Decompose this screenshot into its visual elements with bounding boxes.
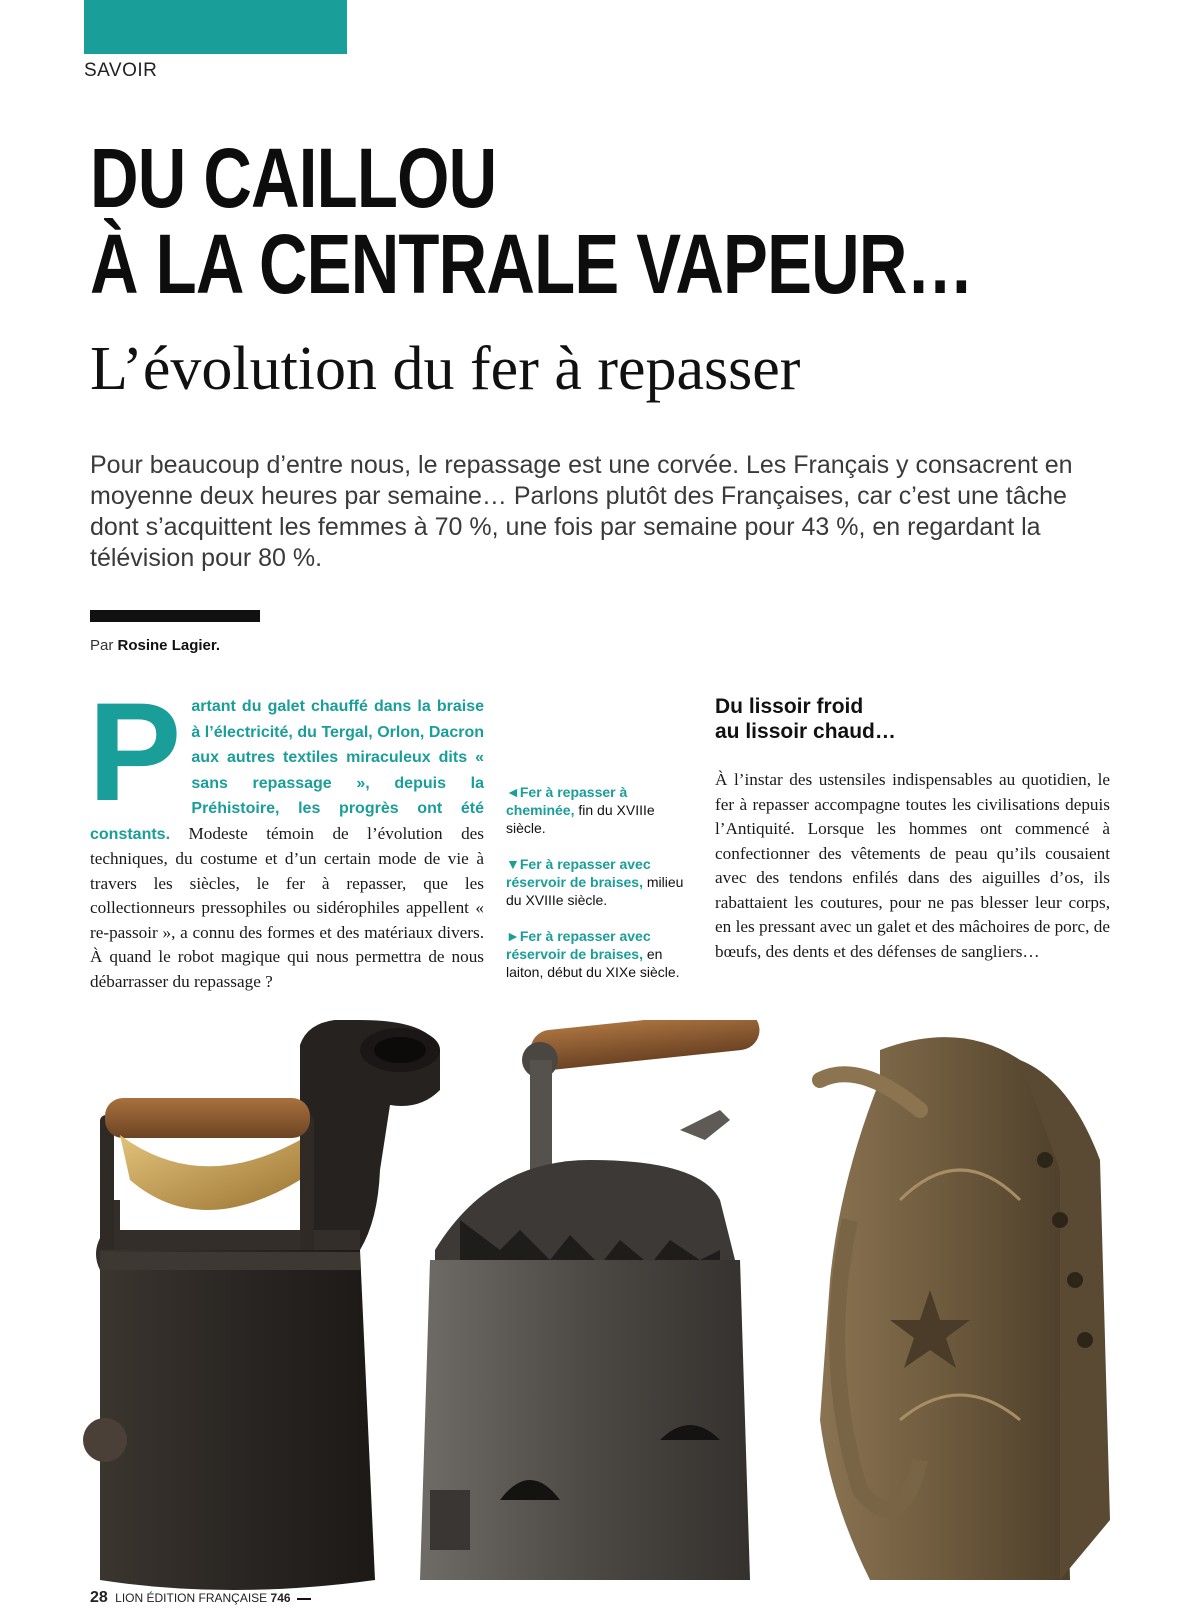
headline [90,131,1146,311]
lead-paragraph: Pour beaucoup d’entre nous, le repassage est une corvée. Les Français y consacrent en moyenne deux heures par semaine… Parlons plutôt des Françaises, car c’est une tâche dont s’acquittent les femmes à 70 %, une fois par semaine pour 43 %, en regardant la télévision pour 80 %. [90,451,1073,572]
subtitle: L’évolution du fer à repasser [90,335,801,403]
issue-number: 746 [270,1591,291,1605]
caption-arrow: ▼ [506,856,520,872]
caption-text: en laiton, début du XIXe siècle. [506,946,680,980]
caption-1 [506,783,696,837]
caption-title: Fer à repasser avec réservoir de braises, [506,928,651,962]
page-footer [90,1589,311,1607]
caption-title: Fer à repasser à cheminée, [506,784,628,818]
article-intro: artant du galet chauffé dans la braise à l’électricité, du Tergal, Orlon, Dacron aux autres textiles miraculeux dits « sans repassage », depuis la Préhistoire, les progrès ont été constants. [90,698,484,843]
article-body: Modeste témoin de l’évolution des techniques, du costume et d’un certain mode de vie à travers les siècles, le fer à repasser, que les collectionneurs pressophiles ou sidérophiles appellent « re-passoir », a connu des formes et des matériaux divers. À quand le robot magique qui nous permettra de nous débarrasser du repassage ? [90,823,484,991]
byline-rule [90,610,260,622]
byline-prefix: Par [90,637,114,654]
section-label: SAVOIR [84,60,158,81]
magazine-name: LION ÉDITION FRANÇAISE [115,1591,268,1605]
ember-box-iron-photo [420,1020,761,1580]
headline-line-2: À LA CENTRALE VAPEUR… [90,217,973,311]
subsection-heading [715,694,1015,744]
caption-text: fin du XVIIIe siècle. [506,802,655,836]
byline-author: Rosine Lagier. [117,637,221,654]
caption-arrow: ► [506,928,520,944]
caption-3 [506,927,696,981]
caption-2 [506,855,696,909]
drop-cap: P [88,673,182,830]
caption-title: Fer à repasser avec réservoir de braises, [506,856,651,890]
page-number: 28 [90,1589,108,1606]
byline [90,637,220,654]
brass-ember-iron-photo [820,1037,1110,1580]
photo-captions [506,783,696,999]
subsection-body: À l’instar des ustensiles indispensables au quotidien, le fer à repasser accompagne toutes les civilisations depuis l’Antiquité. Lorsque les hommes ont commencé à confectionner des vêtements de peau qu’ils cousaient avec des tendons enfilés dans des aiguilles d’os, ils rabattaient les coutures, pour ne pas blesser leur corps, en les pressant avec un galet et des mâchoires de porc, de bœufs, des dents et des défenses de sangliers… [715,770,1110,961]
subsection-heading-line-1: Du lissoir froid [715,695,864,718]
section-color-bar [84,0,347,54]
footer-dash [297,1598,311,1600]
headline-line-1: DU CAILLOU [90,131,497,225]
article-column-1 [88,673,484,994]
chimney-iron-photo [83,1020,440,1590]
caption-text: milieu du XVIIIe siècle. [506,874,684,908]
caption-arrow: ◄ [506,784,520,800]
iron-photos [60,1020,1160,1600]
subsection-heading-line-2: au lissoir chaud… [715,720,896,743]
